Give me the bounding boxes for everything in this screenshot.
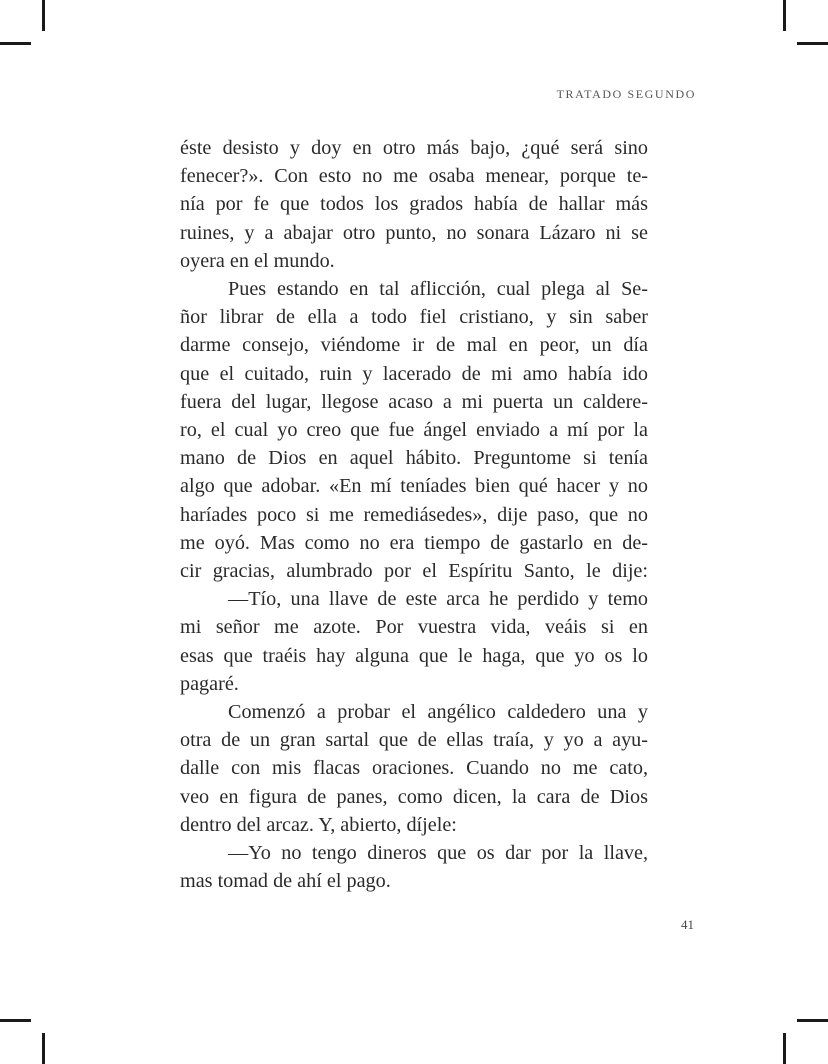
text-line: Comenzó a probar el angélico caldedero una y [228, 701, 648, 724]
text-line: esas que traéis hay alguna que le haga, que yo os lo [180, 644, 648, 667]
text-line: ro, el cual yo creo que fue ángel enviado a mí por la [180, 419, 648, 442]
text-line: me oyó. Mas como no era tiempo de gastarlo en de- [180, 531, 648, 554]
crop-mark-bottom-left-horizontal [0, 1019, 31, 1022]
body-text [180, 134, 648, 895]
text-line: pagaré. [180, 672, 239, 695]
text-line: veo en figura de panes, como dicen, la cara de Dios [180, 785, 648, 808]
text-line: que el cuitado, ruin y lacerado de mi amo había ido [180, 362, 648, 385]
text-line: mano de Dios en aquel hábito. Preguntome si tenía [180, 447, 648, 470]
text-line: ñor librar de ella a todo fiel cristiano, y sin saber [180, 306, 648, 329]
crop-mark-bottom-left-vertical [42, 1033, 45, 1064]
text-line: darme consejo, viéndome ir de mal en peor, un día [180, 334, 648, 357]
text-line: dentro del arcaz. Y, abierto, díjele: [180, 813, 457, 836]
crop-mark-top-left-horizontal [0, 42, 31, 45]
text-line: otra de un gran sartal que de ellas traía, y yo a ayu- [180, 729, 648, 752]
text-line: —Tío, una llave de este arca he perdido y temo [228, 588, 648, 611]
text-line: cir gracias, alumbrado por el Espíritu Santo, le dije: [180, 560, 648, 583]
crop-mark-bottom-right-vertical [783, 1033, 786, 1064]
crop-mark-top-right-horizontal [797, 42, 828, 45]
text-line: nía por fe que todos los grados había de hallar más [180, 193, 648, 216]
running-head: TRATADO SEGUNDO [556, 87, 696, 101]
text-line: dalle con mis flacas oraciones. Cuando no me cato, [180, 757, 648, 780]
text-line: éste desisto y doy en otro más bajo, ¿qué será sino [180, 137, 648, 159]
text-line: ruines, y a abajar otro punto, no sonara Lázaro ni se [180, 221, 648, 244]
text-line: fuera del lugar, llegose acaso a mi puerta un caldere- [180, 390, 648, 413]
crop-mark-top-right-vertical [783, 0, 786, 31]
crop-mark-top-left-vertical [42, 0, 45, 31]
text-line: fenecer?». Con esto no me osaba menear, porque te- [180, 165, 648, 188]
text-line: mi señor me azote. Por vuestra vida, veáis si en [180, 616, 648, 639]
text-line: —Yo no tengo dineros que os dar por la llave, [228, 842, 648, 865]
page-number: 41 [681, 917, 694, 932]
text-line: algo que adobar. «En mí teníades bien qué hacer y no [180, 475, 648, 498]
crop-mark-bottom-right-horizontal [797, 1019, 828, 1022]
text-line: oyera en el mundo. [180, 249, 335, 272]
text-line: mas tomad de ahí el pago. [180, 870, 391, 893]
text-line: haríades poco si me remediásedes», dije paso, que no [180, 503, 648, 526]
text-line: Pues estando en tal aflicción, cual plega al Se- [228, 278, 648, 301]
